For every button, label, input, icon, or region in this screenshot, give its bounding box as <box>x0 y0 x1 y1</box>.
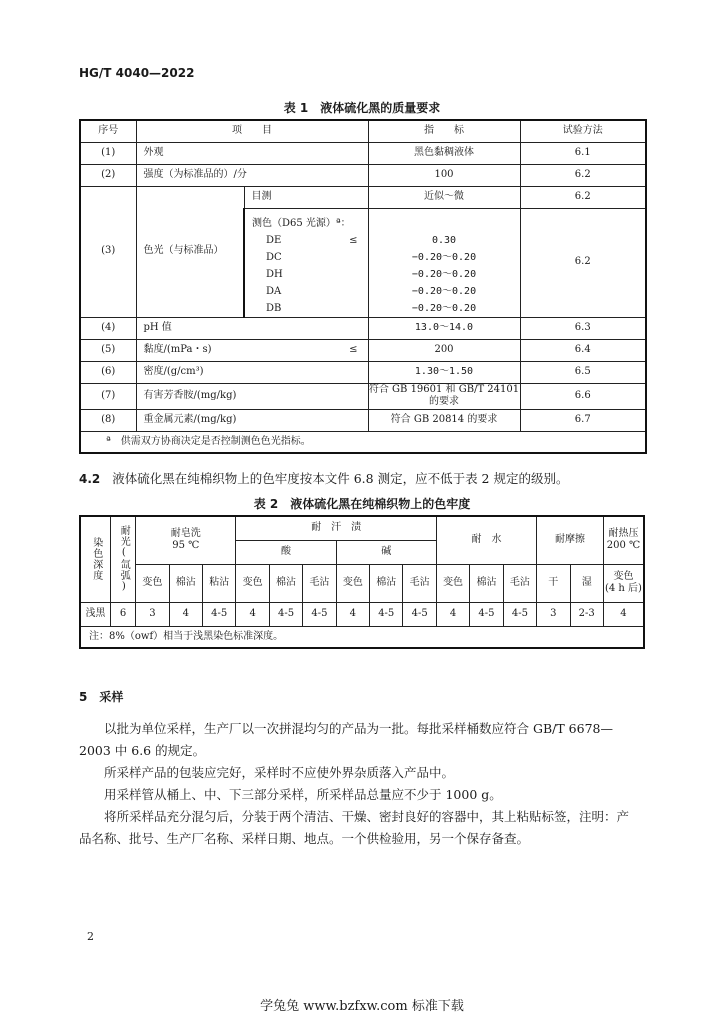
instrument-method: 6.2 <box>520 208 646 317</box>
value-dh: −0.20～0.20 <box>411 268 477 280</box>
light-header: 耐光 (氙弧) <box>110 516 135 602</box>
grade-value: 3 <box>136 602 169 626</box>
grade-value: 4 <box>236 602 269 626</box>
component-db: DB <box>266 302 282 314</box>
visual-index: 近似～微 <box>368 186 520 208</box>
acid-header: 酸 <box>236 540 336 564</box>
water-header: 耐 水 <box>436 516 536 564</box>
sub-label: 棉沾 <box>169 564 202 602</box>
row-item: 色光（与标准品） <box>136 186 244 317</box>
table-row <box>80 164 646 186</box>
alkali-header: 碱 <box>336 540 436 564</box>
header-item: 项 目 <box>136 120 368 142</box>
row-item <box>136 339 368 361</box>
paragraph: 品名称、批号、生产厂名称、采样日期、地点。一个供检验用，另一个保存备查。 <box>79 831 530 846</box>
grade-value: 3 <box>537 602 570 626</box>
row-method: 6.3 <box>520 317 646 339</box>
table-row <box>80 186 646 208</box>
value-db: −0.20～0.20 <box>411 302 477 314</box>
sub-label: 毛沾 <box>503 564 536 602</box>
grade-value: 4-5 <box>303 602 336 626</box>
sweat-header: 耐 汗 渍 <box>236 516 436 540</box>
grade-value: 4-5 <box>370 602 403 626</box>
row-item-text: 黏度/(mPa・s) <box>143 343 212 355</box>
section-5-body <box>79 718 645 850</box>
component-dh: DH <box>266 268 283 280</box>
standard-id: HG/T 4040—2022 <box>79 66 195 80</box>
row-method: 6.1 <box>520 142 646 164</box>
row-index: 13.0～14.0 <box>368 317 520 339</box>
row-no: (7) <box>80 383 136 409</box>
sub-label: 毛沾 <box>403 564 436 602</box>
paragraph: 2003 中 6.6 的规定。 <box>79 743 206 758</box>
row-item: 强度（为标准品的）/分 <box>136 164 368 186</box>
table-row <box>80 602 644 626</box>
grade-value: 4 <box>169 602 202 626</box>
row-no: (2) <box>80 164 136 186</box>
value-dc: −0.20～0.20 <box>411 251 477 263</box>
row-method: 6.7 <box>520 409 646 431</box>
instrument-values <box>368 208 520 317</box>
row-no: (3) <box>80 186 136 317</box>
row-method: 6.2 <box>520 164 646 186</box>
table2-note: 注：8%（owf）相当于浅黑染色标准深度。 <box>80 626 644 648</box>
grade-value: 4-5 <box>203 602 236 626</box>
paragraph: 所采样产品的包装应完好，采样时不应使外界杂质落入产品中。 <box>104 765 455 780</box>
header-method: 试验方法 <box>520 120 646 142</box>
row-index: 黑色黏稠液体 <box>368 142 520 164</box>
value-da: −0.20～0.20 <box>411 285 477 297</box>
table-row <box>80 339 646 361</box>
depth-header: 染色深度 <box>80 516 110 602</box>
header-index: 指 标 <box>368 120 520 142</box>
color-fastness-table <box>79 515 645 649</box>
row-item: 密度/(g/cm³) <box>136 361 368 383</box>
rub-header: 耐摩擦 <box>537 516 604 564</box>
row-method: 6.6 <box>520 383 646 409</box>
sub-label: 棉沾 <box>269 564 302 602</box>
row-method: 6.5 <box>520 361 646 383</box>
quality-requirements-table <box>79 119 647 454</box>
row-index: 100 <box>368 164 520 186</box>
row-index: 1.30～1.50 <box>368 361 520 383</box>
paragraph: 用采样管从桶上、中、下三部分采样，所采样品总量应不少于 1000 g。 <box>104 787 502 802</box>
instrument-cell <box>244 208 368 317</box>
hot-press-header: 耐热压 200 ℃ <box>603 516 644 564</box>
row-index: 符合 GB 19601 和 GB/T 24101 的要求 <box>368 383 520 407</box>
watermark-footer[interactable]: 学兔兔 www.bzfxw.com 标准下载 <box>260 999 464 1014</box>
sub-label: 棉沾 <box>370 564 403 602</box>
leq-symbol: ≤ <box>349 343 358 355</box>
sub-label: 变色 <box>236 564 269 602</box>
depth-value: 浅黑 <box>80 602 110 626</box>
sub-label: 变色 <box>436 564 469 602</box>
soap-header: 耐皂洗 95 ℃ <box>136 516 236 564</box>
clause-4-2 <box>79 469 568 487</box>
section-5-title: 5 采样 <box>79 690 124 704</box>
table1-footnote: ª 供需双方协商决定是否控制测色色光指标。 <box>80 431 646 453</box>
paragraph: 将所采样品充分混匀后，分装于两个清洁、干燥、密封良好的容器中，其上粘贴标签，注明：产 <box>104 809 630 824</box>
clause-number: 4.2 <box>79 472 101 486</box>
hot-sub-label: 变色 (4 h 后) <box>603 564 644 602</box>
visual-label: 目测 <box>244 186 368 208</box>
table-row <box>80 409 646 431</box>
table-row <box>80 317 646 339</box>
grade-value: 4 <box>436 602 469 626</box>
leq-symbol: ≤ <box>349 234 358 246</box>
row-method: 6.4 <box>520 339 646 361</box>
value-de: 0.30 <box>431 234 457 246</box>
grade-value: 4-5 <box>269 602 302 626</box>
clause-text: 液体硫化黑在纯棉织物上的色牢度按本文件 6.8 测定，应不低于表 2 规定的级别。 <box>112 471 569 486</box>
grade-value: 4 <box>336 602 369 626</box>
row-item: 外观 <box>136 142 368 164</box>
row-item: 有害芳香胺/(mg/kg) <box>136 383 368 409</box>
table-row <box>80 361 646 383</box>
row-item: 重金属元素/(mg/kg) <box>136 409 368 431</box>
table-row <box>80 383 646 409</box>
table1-caption: 表 1 液体硫化黑的质量要求 <box>283 101 441 115</box>
row-no: (4) <box>80 317 136 339</box>
paragraph: 以批为单位采样，生产厂以一次拼混均匀的产品为一批。每批采样桶数应符合 GB/T 6678— <box>104 721 613 736</box>
table2-caption: 表 2 液体硫化黑在纯棉织物上的色牢度 <box>253 497 471 511</box>
row-no: (8) <box>80 409 136 431</box>
sub-label: 变色 <box>336 564 369 602</box>
instrument-label: 测色（D65 光源）ª： <box>252 217 351 229</box>
table-row <box>80 142 646 164</box>
row-no: (1) <box>80 142 136 164</box>
component-dc: DC <box>266 251 282 263</box>
row-index: 符合 GB 20814 的要求 <box>368 409 520 431</box>
grade-value: 4-5 <box>470 602 503 626</box>
row-item: pH 值 <box>136 317 368 339</box>
component-de: DE <box>266 234 282 246</box>
sub-label: 粘沾 <box>203 564 236 602</box>
sub-label: 棉沾 <box>470 564 503 602</box>
header-no: 序号 <box>80 120 136 142</box>
visual-method: 6.2 <box>520 186 646 208</box>
sub-label: 干 <box>537 564 570 602</box>
component-da: DA <box>266 285 282 297</box>
grade-value: 4 <box>603 602 644 626</box>
grade-value: 4-5 <box>503 602 536 626</box>
sub-label: 湿 <box>570 564 603 602</box>
sub-label: 变色 <box>136 564 169 602</box>
grade-value: 4-5 <box>403 602 436 626</box>
row-no: (5) <box>80 339 136 361</box>
row-index: 200 <box>368 339 520 361</box>
row-no: (6) <box>80 361 136 383</box>
page-number: 2 <box>87 930 94 943</box>
sub-label: 毛沾 <box>303 564 336 602</box>
grade-value: 6 <box>110 602 135 626</box>
grade-value: 2-3 <box>570 602 603 626</box>
